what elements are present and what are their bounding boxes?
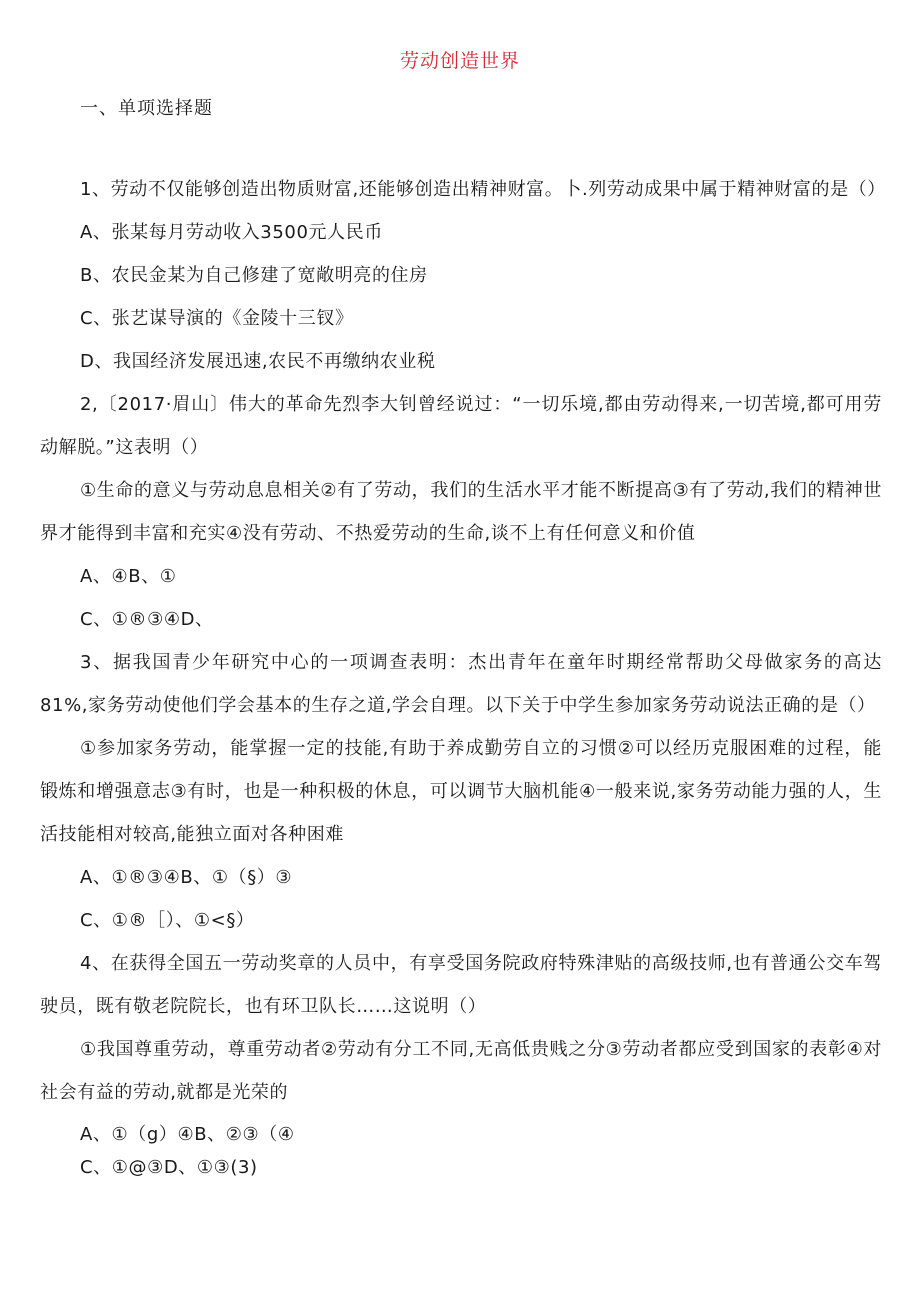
question-2-options-cd: C、①®③④D、 xyxy=(80,609,214,630)
question-4-statements: ①我国尊重劳动，尊重劳动者②劳动有分工不同,无高低贵贱之分③劳动者都应受到国家的表彰④对社会有益的劳动,就都是光荣的 xyxy=(40,1039,882,1103)
question-3-options-ab: A、①®③④B、①（§）③ xyxy=(80,867,293,888)
question-4-stem: 4、在获得全国五一劳动奖章的人员中，有享受国务院政府特殊津贴的高级技师,也有普通公交车驾驶员，既有敬老院院长，也有环卫队长……这说明（） xyxy=(40,953,882,1017)
question-1-option-a: A、张某每月劳动收入3500元人民币 xyxy=(80,222,383,243)
question-4-options-cd: C、①@③D、①③(3) xyxy=(80,1157,258,1178)
question-2-statements: ①生命的意义与劳动息息相关②有了劳动，我们的生活水平才能不断提高③有了劳动,我们的精神世界才能得到丰富和充实④没有劳动、不热爱劳动的生命,谈不上有任何意义和价值 xyxy=(40,480,882,544)
question-1-stem: 1、劳动不仅能够创造出物质财富,还能够创造出精神财富。卜.列劳动成果中属于精神财富的是（） xyxy=(80,179,886,200)
question-2-stem: 2,〔2017·眉山〕伟大的革命先烈李大钊曾经说过：“一切乐境,都由劳动得来,一切苦境,都可用劳动解脱。”这表明（） xyxy=(40,394,882,458)
question-3-stem: 3、据我国青少年研究中心的一项调查表明：杰出青年在童年时期经常帮助父母做家务的高达81%,家务劳动使他们学会基本的生存之道,学会自理。以下关于中学生参加家务劳动说法正确的是（） xyxy=(40,652,882,716)
question-1-option-c: C、张艺谋导演的《金陵十三钗》 xyxy=(80,308,354,329)
question-3-statements: ①参加家务劳动，能掌握一定的技能,有助于养成勤劳自立的习惯②可以经历克服困难的过程，能锻炼和增强意志③有时，也是一种积极的休息，可以调节大脑机能④一般来说,家务劳动能力强的人，生活技能相对较高,能独立面对各种困难 xyxy=(40,738,882,845)
question-1-option-d: D、我国经济发展迅速,农民不再缴纳农业税 xyxy=(80,351,436,372)
section-heading: 一、单项选择题 xyxy=(80,98,213,119)
question-1-option-b: B、农民金某为自己修建了宽敞明亮的住房 xyxy=(80,265,428,286)
question-3-options-cd: C、①®［）、①<§） xyxy=(80,910,255,931)
question-4-options-ab: A、①（g）④B、②③（④ xyxy=(80,1124,295,1145)
question-2-options-ab: A、④B、① xyxy=(80,566,177,587)
page-title: 劳动创造世界 xyxy=(399,50,520,72)
questions xyxy=(40,168,886,1183)
